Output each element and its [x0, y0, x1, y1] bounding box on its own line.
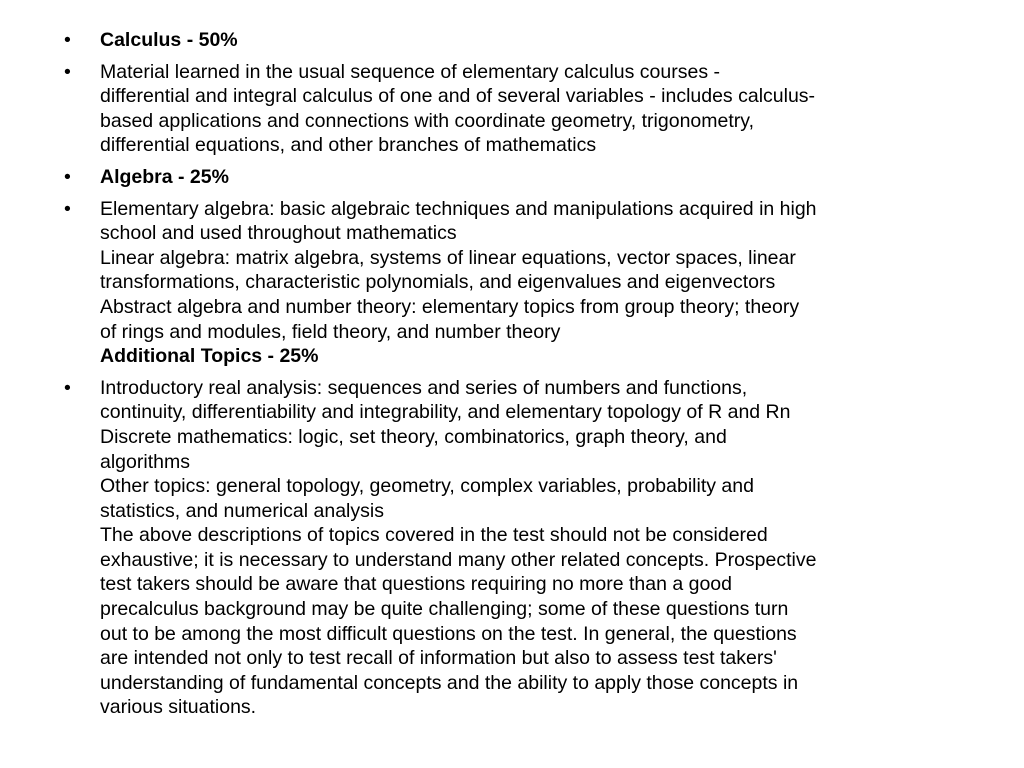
- bullet-text-line: Abstract algebra and number theory: elementary topics from group theory; theory: [100, 295, 800, 318]
- bullet-text-line: differential and integral calculus of one and of several variables - includes calculus-: [100, 85, 816, 108]
- bullet-text-line: various situations.: [100, 696, 257, 719]
- bullet-text-line: Elementary algebra: basic algebraic techniques and manipulations acquired in high: [100, 197, 817, 220]
- bullet-dot-icon: •: [64, 197, 71, 220]
- bullet-dot-icon: •: [64, 376, 71, 399]
- bullet-text-line: exhaustive; it is necessary to understand many other related concepts. Prospective: [100, 548, 817, 571]
- bullet-text-line: precalculus background may be quite challenging; some of these questions turn: [100, 598, 789, 621]
- bullet-text-line: test takers should be aware that questions requiring no more than a good: [100, 573, 732, 596]
- bullet-dot-icon: •: [64, 29, 71, 51]
- bullet-dot-icon: •: [64, 60, 71, 83]
- bullet-text-line: statistics, and numerical analysis: [100, 499, 384, 522]
- bullet-text-line: transformations, characteristic polynomials, and eigenvalues and eigenvectors: [100, 271, 776, 294]
- bullet-text-line: out to be among the most difficult questions on the test. In general, the questions: [100, 622, 797, 645]
- bullet-text-line: of rings and modules, field theory, and number theory: [100, 320, 561, 343]
- bullet-text-line: Material learned in the usual sequence of elementary calculus courses -: [100, 60, 721, 83]
- bullet-text-line: Discrete mathematics: logic, set theory, combinatorics, graph theory, and: [100, 425, 727, 448]
- bullet-text-line: Other topics: general topology, geometry, complex variables, probability and: [100, 475, 754, 498]
- bullet-text-line: algorithms: [100, 450, 190, 473]
- section-heading: Additional Topics - 25%: [100, 345, 319, 368]
- bullet-text-line: Linear algebra: matrix algebra, systems of linear equations, vector spaces, linear: [100, 246, 796, 269]
- bullet-text-line: school and used throughout mathematics: [100, 222, 457, 245]
- section-heading: Calculus - 50%: [100, 29, 238, 51]
- bullet-text-line: differential equations, and other branches of mathematics: [100, 134, 597, 157]
- bullet-item: [64, 165, 964, 190]
- bullet-text-line: The above descriptions of topics covered in the test should not be considered: [100, 524, 768, 547]
- bullet-item: [64, 376, 964, 720]
- section-heading: Algebra - 25%: [100, 165, 229, 188]
- bullet-item: [64, 197, 964, 369]
- bullet-text-line: understanding of fundamental concepts and the ability to apply those concepts in: [100, 671, 799, 694]
- bullet-text-line: based applications and connections with coordinate geometry, trigonometry,: [100, 109, 754, 132]
- bullet-item: [64, 60, 964, 158]
- slide-content: [64, 28, 964, 727]
- bullet-text-line: Introductory real analysis: sequences and series of numbers and functions,: [100, 376, 748, 399]
- bullet-list: [64, 28, 964, 720]
- bullet-text-line: are intended not only to test recall of information but also to assess test takers': [100, 647, 777, 670]
- bullet-dot-icon: •: [64, 165, 71, 188]
- bullet-text-line: continuity, differentiability and integrability, and elementary topology of R and Rn: [100, 401, 791, 424]
- bullet-item: [64, 28, 964, 53]
